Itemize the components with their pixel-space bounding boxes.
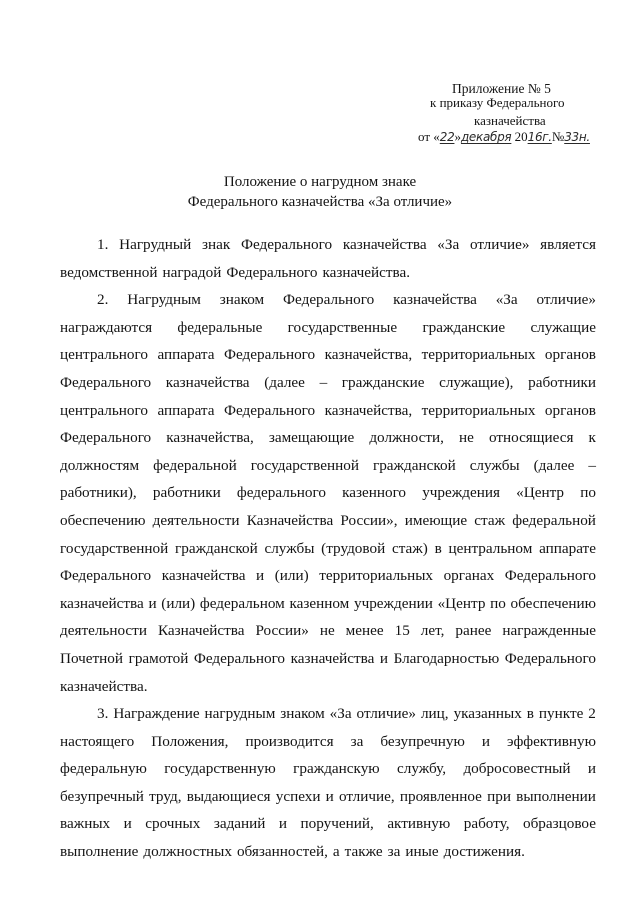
paragraph-3-line: безупречный труд, выдающиеся успехи и отличие, проявленное при выполнении — [60, 787, 596, 805]
paragraph-3-line: 3. Награждение нагрудным знаком «За отличие» лиц, указанных в пункте 2 — [97, 705, 596, 723]
paragraph-2-line: центрального аппарата Федерального казначейства, территориальных органов — [60, 346, 596, 364]
paragraph-3-line: настоящего Положения, производится за безупречную и эффективную — [60, 732, 596, 750]
paragraph-2-line: Федерального казначейства (далее – гражданские служащие), работники — [60, 373, 596, 391]
paragraph-2-line: награждаются федеральные государственные гражданские служащие — [60, 318, 596, 336]
paragraph-2-line: обеспечению деятельности Казначейства России», имеющие стаж федеральной — [60, 511, 596, 529]
date-year-handwritten: 16г. — [527, 130, 552, 144]
order-date-line — [418, 128, 590, 146]
paragraph-2-line: центрального аппарата Федерального казначейства, территориальных органов — [60, 401, 596, 419]
paragraph-2-line: должностям федеральной государственной гражданской службы (далее – — [60, 456, 596, 474]
order-issuer: казначейства — [474, 113, 546, 128]
document-title — [0, 172, 640, 212]
paragraph-2-line: казначейства и (или) федеральном казенном учреждении «Центр по обеспечению — [60, 594, 596, 612]
paragraph-2-line: Почетной грамотой Федерального казначейства и Благодарностью Федерального — [60, 649, 596, 667]
date-year-prefix: 20 — [511, 129, 528, 144]
date-day-handwritten: 22 — [439, 130, 455, 144]
document-body — [60, 231, 596, 866]
paragraph-2-line: Федерального казначейства и (или) территориальных органах Федерального — [60, 567, 596, 585]
paragraph-3-line: важных и срочных заданий и поручений, активную работу, образцовое — [60, 815, 596, 833]
paragraph-2-line: работники), работники федерального казенного учреждения «Центр по — [60, 484, 596, 502]
order-number-handwritten: 33н. — [564, 130, 590, 144]
paragraph-1-line: ведомственной наградой Федерального казначейства. — [60, 263, 411, 281]
appendix-number: Приложение № 5 — [452, 81, 551, 96]
paragraph-2-line: казначейства. — [60, 677, 148, 695]
order-reference: к приказу Федерального — [430, 95, 565, 110]
paragraph-3-line: выполнение должностных обязанностей, а также за иные достижения. — [60, 843, 525, 861]
paragraph-1-line: 1. Нагрудный знак Федерального казначейства «За отличие» является — [97, 236, 596, 253]
paragraph-2-line: 2. Нагрудным знаком Федерального казначейства «За отличие» — [97, 291, 596, 309]
date-month-handwritten: декабря — [460, 130, 512, 144]
paragraph-2-line: деятельности Казначейства России» не менее 15 лет, ранее награжденные — [60, 622, 596, 640]
paragraph-3-line: федеральную государственную гражданскую службу, добросовестный и — [60, 760, 596, 778]
number-prefix: № — [551, 129, 565, 144]
date-prefix: от « — [418, 129, 440, 144]
date-mid: » — [454, 129, 461, 144]
paragraph-2-line: Федерального казначейства, замещающие должности, не относящиеся к — [60, 429, 596, 447]
title-line-2: Федерального казначейства «За отличие» — [187, 194, 453, 210]
title-line-1: Положение о нагрудном знаке — [223, 174, 417, 190]
paragraph-2-line: государственной гражданской службы (трудовой стаж) в центральном аппарате — [60, 539, 596, 557]
